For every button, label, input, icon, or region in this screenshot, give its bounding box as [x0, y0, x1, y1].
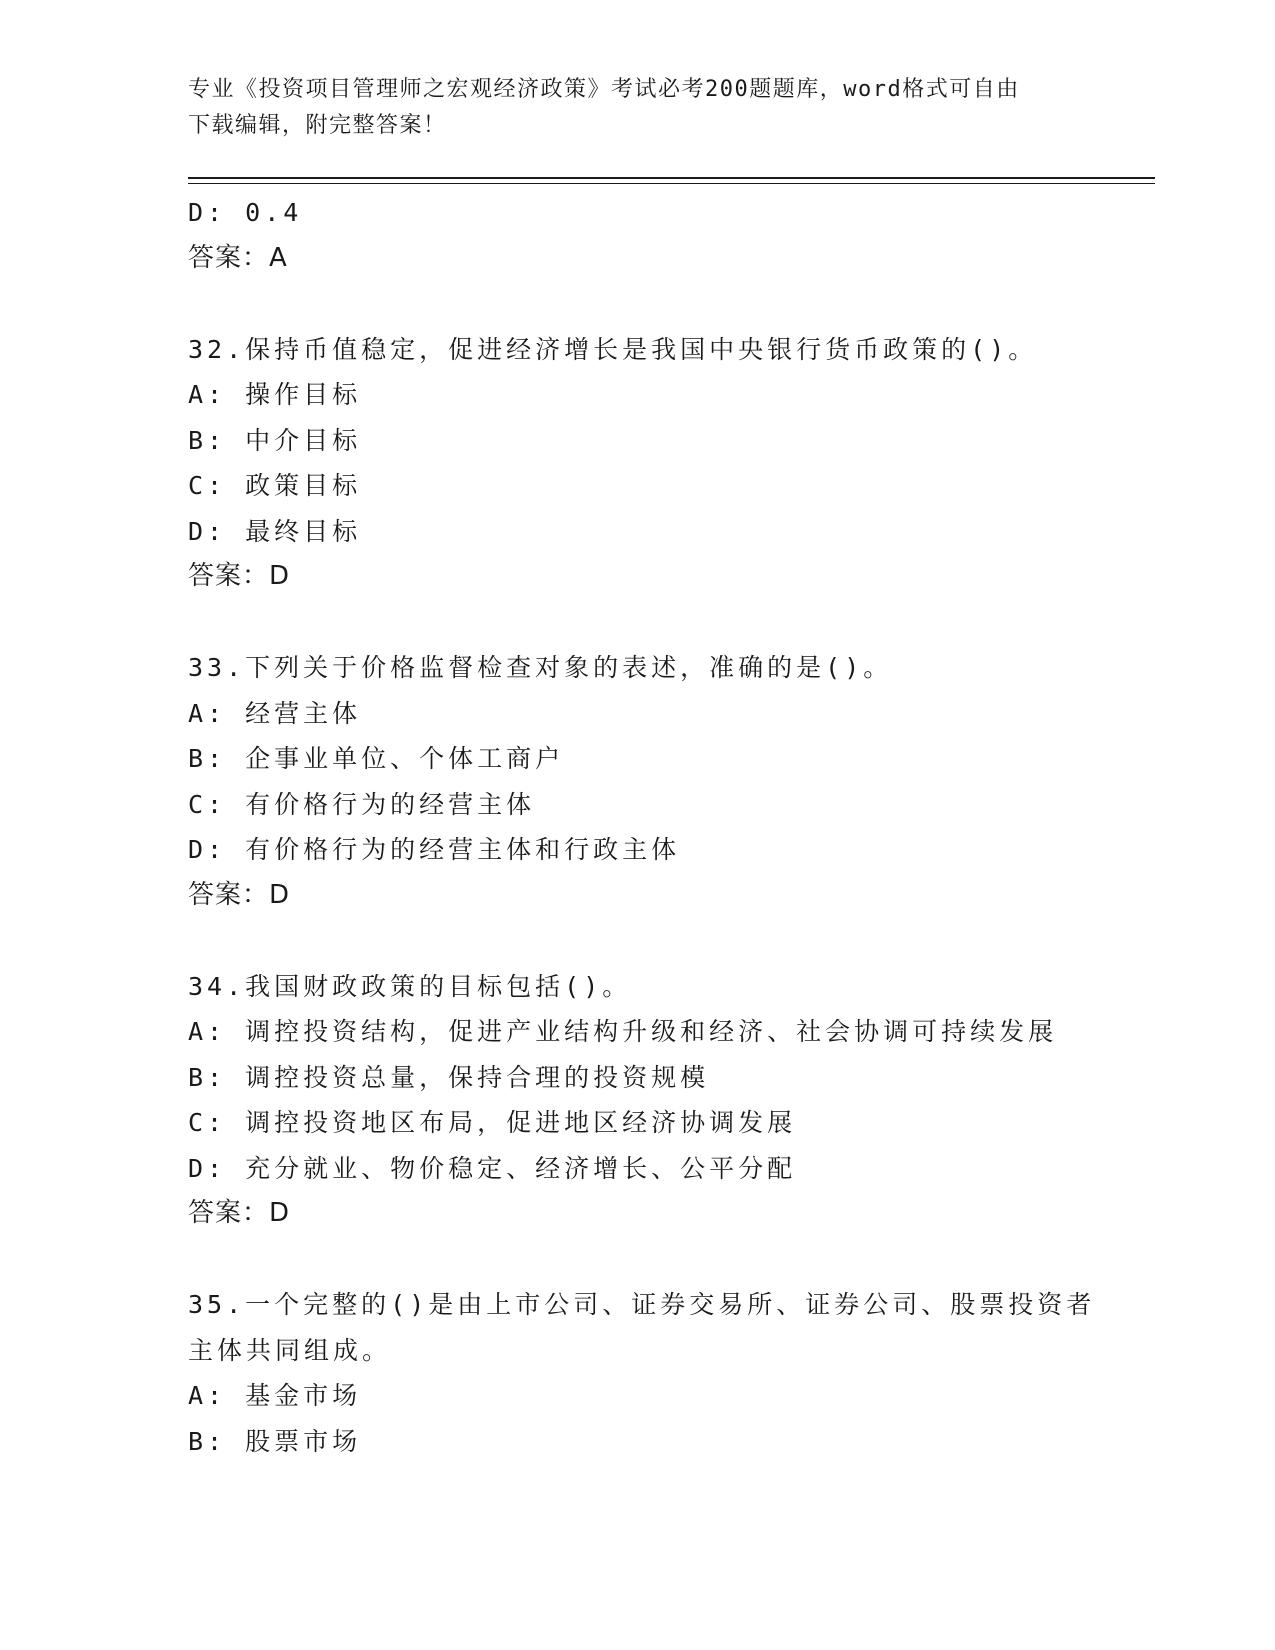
question-33-option-d: D: 有价格行为的经营主体和行政主体	[188, 835, 681, 864]
question-34-option-a: A: 调控投资结构，促进产业结构升级和经济、社会协调可持续发展	[188, 1017, 1058, 1046]
question-34-stem: 34.我国财政政策的目标包括()。	[188, 971, 632, 1001]
question-33-answer: 答案：D	[188, 879, 291, 910]
question-35-stem-line-2: 主体共同组成。	[188, 1335, 392, 1365]
question-32	[188, 327, 1148, 600]
page-header	[188, 72, 1088, 144]
question-32-option-c: C: 政策目标	[188, 471, 362, 500]
question-32-option-d: D: 最终目标	[188, 516, 362, 546]
header-rule-thick	[188, 177, 1155, 179]
question-35-option-b: B: 股票市场	[188, 1426, 362, 1456]
header-line-1: 专业《投资项目管理师之宏观经济政策》考试必考200题题库，word格式可自由	[188, 77, 1020, 102]
question-35	[188, 1282, 1148, 1464]
question-32-stem: 32.保持币值稳定，促进经济增长是我国中央银行货币政策的()。	[188, 334, 1038, 364]
question-32-answer: 答案：D	[188, 561, 291, 591]
question-35-option-a: A: 基金市场	[188, 1381, 362, 1410]
header-line-2: 下载编辑，附完整答案！	[188, 113, 447, 138]
question-33-option-b: B: 企事业单位、个体工商户	[188, 744, 565, 773]
spacer	[188, 600, 1148, 646]
prev-answer: 答案：A	[188, 242, 288, 273]
question-32-option-a: A: 操作目标	[188, 380, 362, 409]
question-33-option-a: A: 经营主体	[188, 698, 362, 728]
question-34-option-b: B: 调控投资总量，保持合理的投资规模	[188, 1062, 710, 1092]
question-34-option-c: C: 调控投资地区布局，促进地区经济协调发展	[188, 1108, 797, 1137]
question-34-answer: 答案：D	[188, 1198, 291, 1228]
question-33-stem: 33.下列关于价格监督检查对象的表述，准确的是()。	[188, 653, 893, 682]
spacer	[188, 918, 1148, 964]
spacer	[188, 281, 1148, 327]
question-35-stem-line-1: 35.一个完整的()是由上市公司、证券交易所、证券公司、股票投资者	[188, 1290, 1096, 1319]
question-32-option-b: B: 中介目标	[188, 425, 362, 455]
question-33	[188, 645, 1148, 918]
spacer	[188, 1237, 1148, 1283]
question-34	[188, 964, 1148, 1237]
question-list	[188, 190, 1148, 1464]
question-33-option-c: C: 有价格行为的经营主体	[188, 789, 536, 819]
header-rule-thin	[188, 183, 1155, 184]
prev-option-d: D: 0.4	[188, 198, 303, 227]
question-34-option-d: D: 充分就业、物价稳定、经济增长、公平分配	[188, 1153, 797, 1183]
